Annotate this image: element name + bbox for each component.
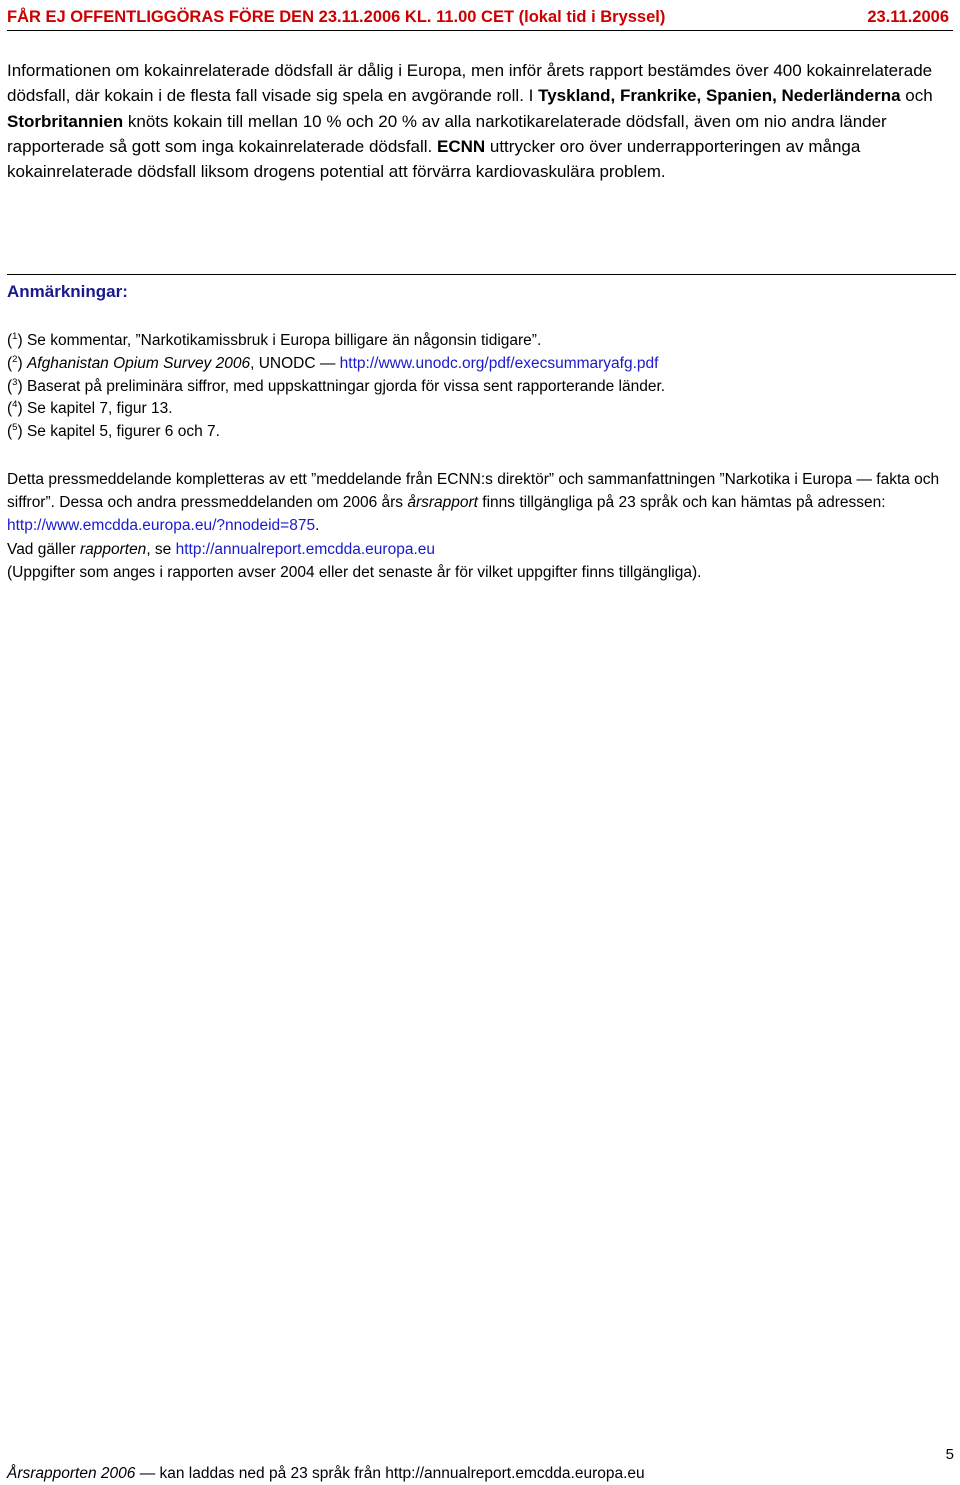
annual-report-link[interactable]: http://annualreport.emcdda.europa.eu bbox=[175, 540, 435, 558]
data-note-line: (Uppgifter som anges i rapporten avser 2004 eller det senaste år för vilket uppgifter finns tillgängliga). bbox=[7, 563, 702, 581]
embargo-notice: FÅR EJ OFFENTLIGGÖRAS FÖRE DEN 23.11.2006 KL. 11.00 CET (lokal tid i Bryssel) bbox=[7, 8, 666, 26]
report-line: Vad gäller rapporten, se http://annualreport.emcdda.europa.eu bbox=[7, 540, 435, 558]
emcdda-link[interactable]: http://www.emcdda.europa.eu/?nnodeid=875 bbox=[7, 517, 316, 535]
info-paragraph: Detta pressmeddelande kompletteras av ett ”meddelande från ECNN:s direktör” och sammanfattningen ”Narkotika i Europa — fakta och siffror”. Dessa och andra pressmeddelanden om 2006 års årsrapport finns tillgängliga på 23 språk och kan hämtas på adressen: http://www.emcdda.europa.eu/?nnodeid=875. bbox=[7, 471, 940, 535]
note-4: ($^4$) Se kapitel 7, figur 13. bbox=[7, 399, 173, 418]
section-divider bbox=[7, 274, 956, 275]
page-header bbox=[7, 6, 953, 31]
page-number: 5 bbox=[945, 1446, 954, 1463]
notes-list bbox=[7, 330, 665, 444]
note-1: ($^1$) Se kommentar, ”Narkotikamissbruk i Europa billigare än någonsin tidigare”. bbox=[7, 331, 542, 349]
unodc-link[interactable]: http://www.unodc.org/pdf/execsummaryafg.pdf bbox=[339, 354, 659, 372]
note-3: ($^3$) Baserat på preliminära siffror, med uppskattningar gjorda för vissa sent rapporterande länder. bbox=[7, 376, 666, 395]
header-date: 23.11.2006 bbox=[867, 8, 949, 26]
note-2: ($^2$) Afghanistan Opium Survey 2006, UNODC — http://www.unodc.org/pdf/execsummaryafg.pdf bbox=[7, 353, 659, 372]
page-footer: Årsrapporten 2006 — kan laddas ned på 23 språk från http://annualreport.emcdda.europa.eu bbox=[7, 1465, 645, 1482]
note-5: ($^5$) Se kapitel 5, figurer 6 och 7. bbox=[7, 422, 220, 441]
press-release-info bbox=[7, 468, 952, 584]
notes-heading: Anmärkningar: bbox=[7, 282, 128, 301]
body-paragraph-cocaine-deaths: Informationen om kokainrelaterade dödsfall är dålig i Europa, men inför årets rapport bestämdes över 400 kokainrelaterade dödsfall, där kokain i de flesta fall visade sig spela en avgörande roll. I Tyskland, Frankrike, Spanien, Nederländerna och Storbritannien knöts kokain till mellan 10 % och 20 % av alla narkotikarelaterade dödsfall, även om nio andra länder rapporterade så gott som inga kokainrelaterade dödsfall. ECNN uttrycker oro över underrapporteringen av många kokainrelaterade dödsfall liksom drogens potential att förvärra kardiovaskulära problem. bbox=[7, 61, 933, 182]
